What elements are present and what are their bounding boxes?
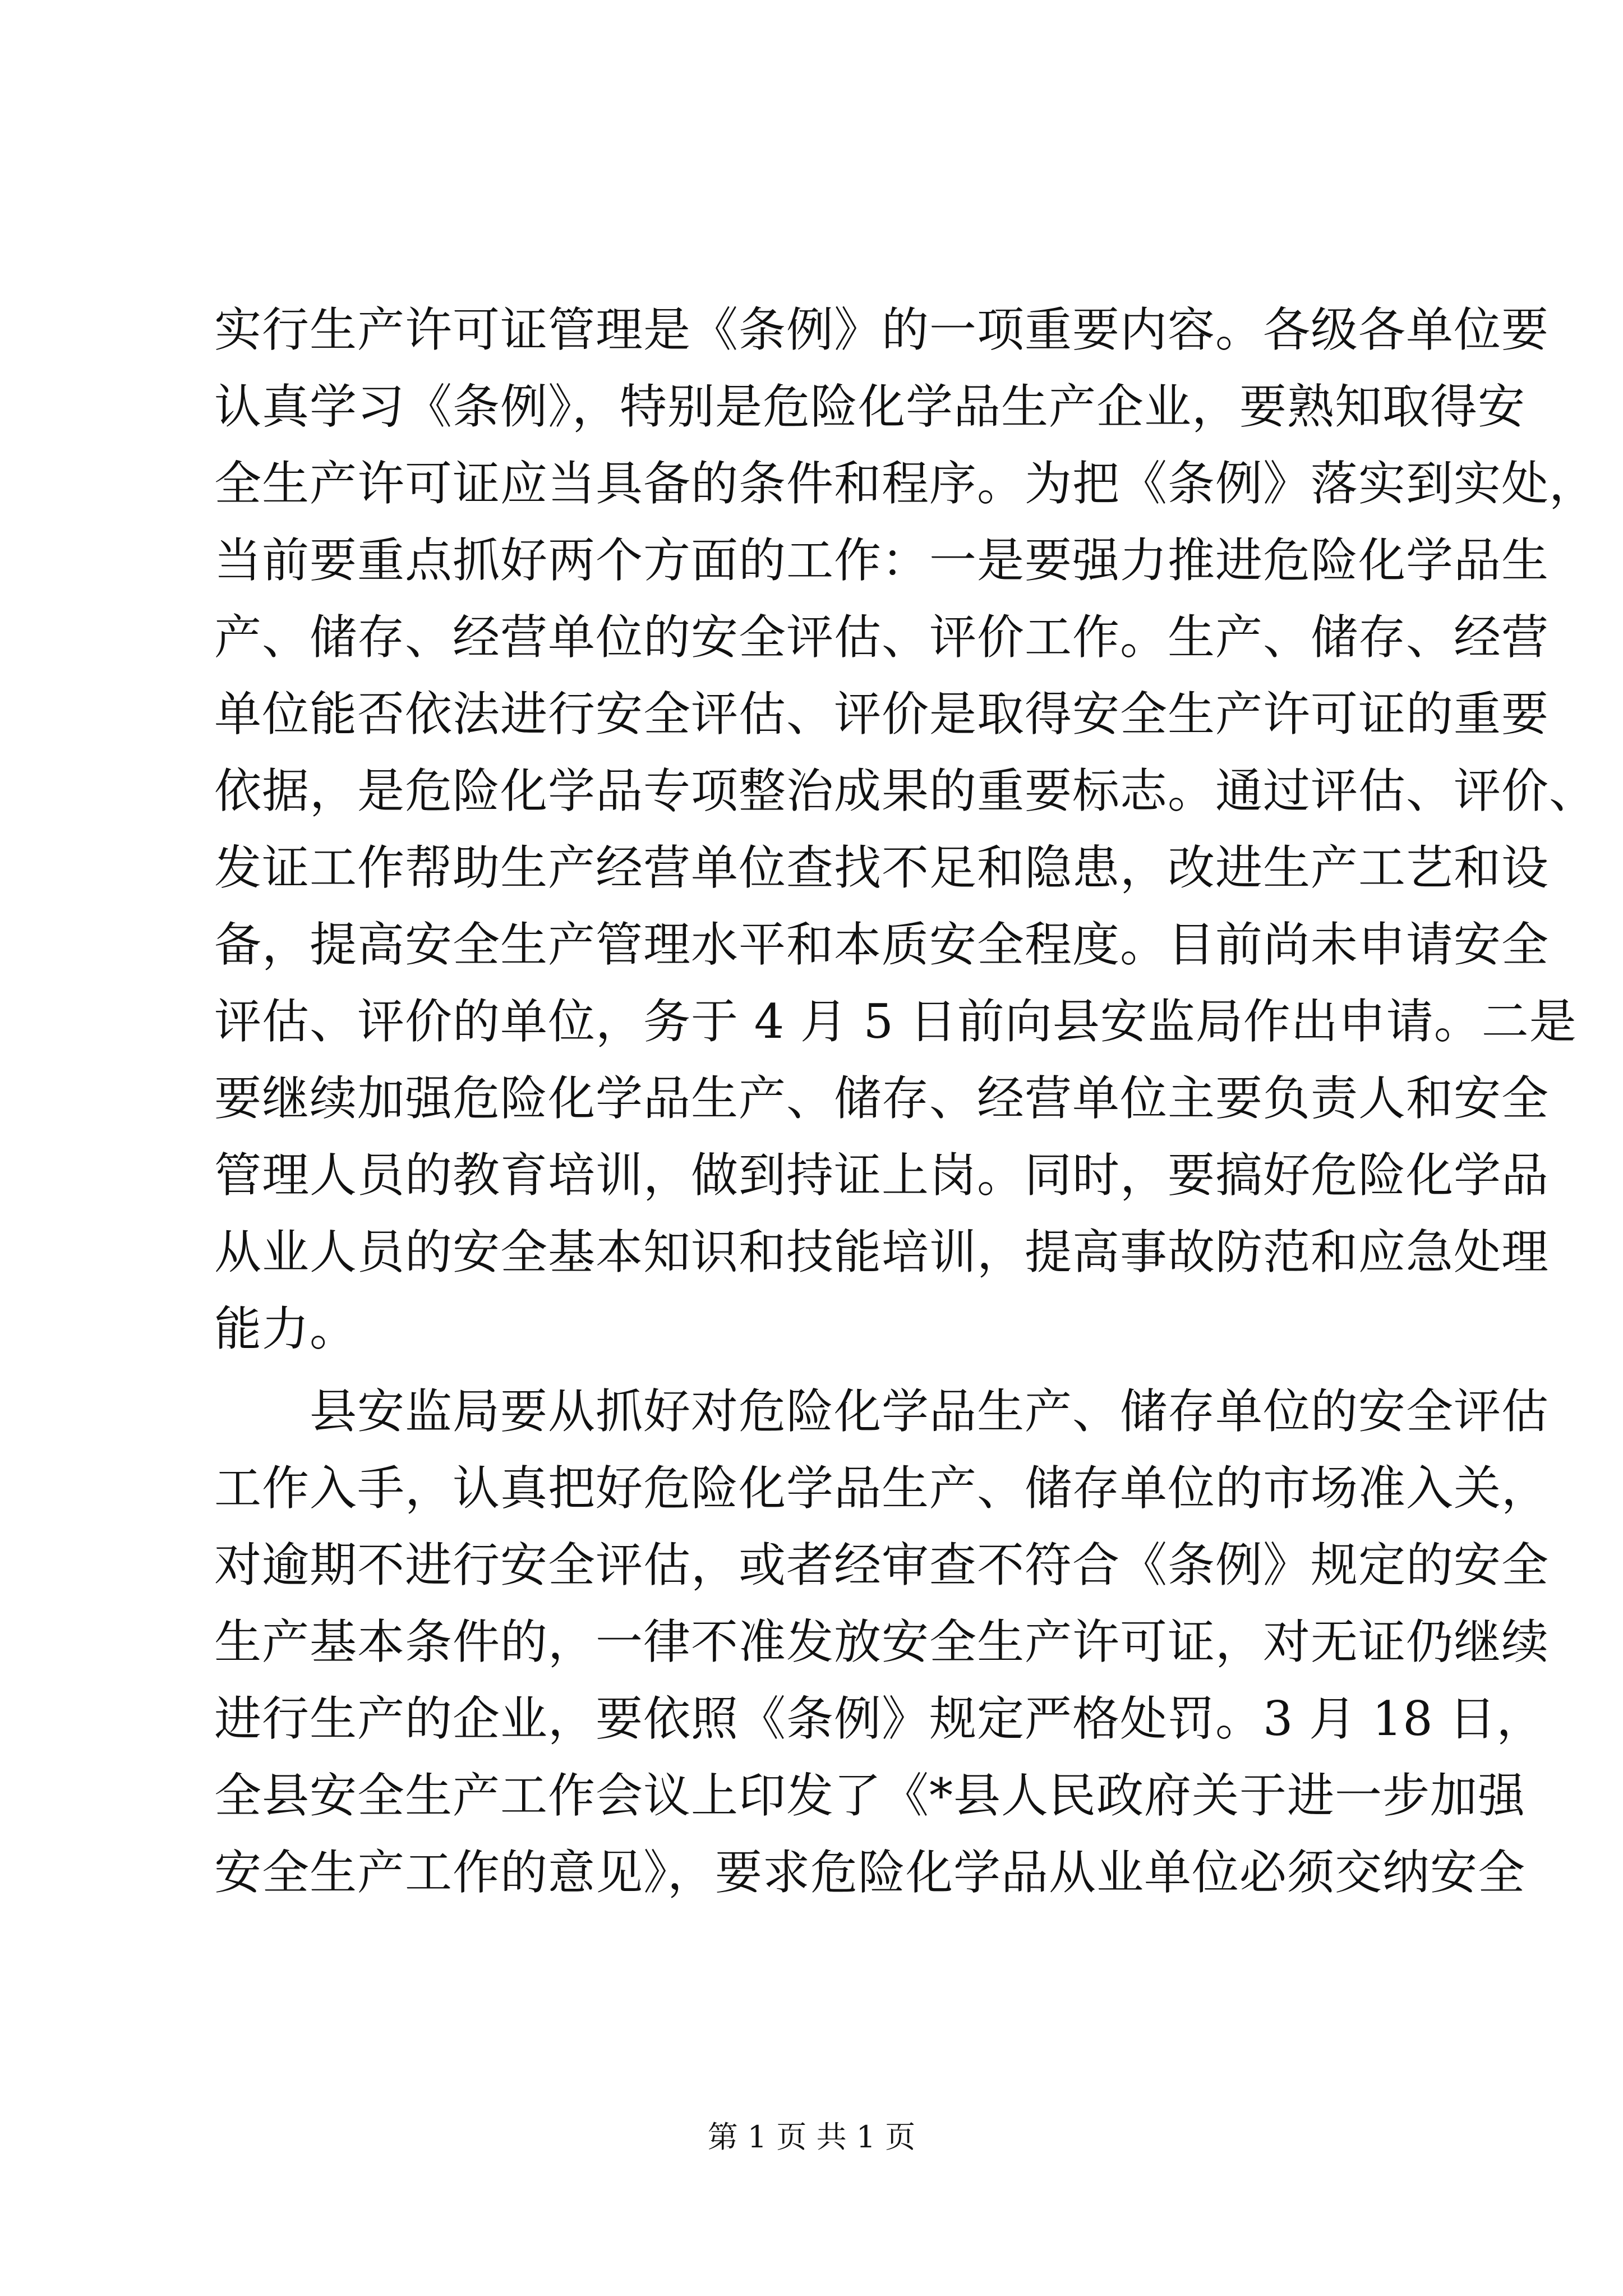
text-line: 安全生产工作的意见》，要求危险化学品从业单位必须交纳安全: [214, 1845, 1526, 1900]
text-line: 管理人员的教育培训，做到持证上岗。同时，要搞好危险化学品: [214, 1148, 1550, 1203]
text-line: 生产基本条件的，一律不准发放安全生产许可证，对无证仍继续: [214, 1614, 1550, 1669]
paragraph-1: [214, 292, 1597, 1368]
text-line: 产、储存、经营单位的安全评估、评价工作。生产、储存、经营: [214, 610, 1550, 665]
text-line: 工作入手，认真把好危险化学品生产、储存单位的市场准入关，: [214, 1461, 1550, 1516]
text-line: 进行生产的企业，要依照《条例》规定严格处罚。3 月 18 日，: [214, 1691, 1544, 1746]
text-line: 评估、评价的单位，务于 4 月 5 日前向县安监局作出申请。二是: [214, 994, 1577, 1049]
text-line: 单位能否依法进行安全评估、评价是取得安全生产许可证的重要: [214, 687, 1550, 742]
body-text: [214, 292, 1597, 1911]
text-line: 从业人员的安全基本知识和技能培训，提高事故防范和应急处理: [214, 1225, 1550, 1280]
text-line: 认真学习《条例》，特别是危险化学品生产企业，要熟知取得安: [214, 379, 1526, 434]
text-line: 对逾期不进行安全评估，或者经审查不符合《条例》规定的安全: [214, 1538, 1550, 1593]
text-line: 要继续加强危险化学品生产、储存、经营单位主要负责人和安全: [214, 1071, 1550, 1126]
text-line: 备，提高安全生产管理水平和本质安全程度。目前尚未申请安全: [214, 917, 1550, 972]
paragraph-gap: [214, 1368, 1426, 1373]
text-line: 县安监局要从抓好对危险化学品生产、储存单位的安全评估: [214, 1384, 1550, 1439]
text-line: 当前要重点抓好两个方面的工作：一是要强力推进危险化学品生: [214, 533, 1550, 588]
text-line: 全生产许可证应当具备的条件和程序。为把《条例》落实到实处，: [214, 456, 1597, 511]
text-line: 全县安全生产工作会议上印发了《*县人民政府关于进一步加强: [214, 1768, 1526, 1823]
text-line: 实行生产许可证管理是《条例》的一项重要内容。各级各单位要: [214, 302, 1550, 357]
text-line: 依据，是危险化学品专项整治成果的重要标志。通过评估、评价、: [214, 763, 1597, 818]
page-number-footer: 第 1 页 共 1 页: [707, 2119, 916, 2155]
paragraph-2: [214, 1373, 1550, 1911]
text-line: 发证工作帮助生产经营单位查找不足和隐患，改进生产工艺和设: [214, 840, 1550, 895]
text-line: 能力。: [214, 1301, 358, 1356]
